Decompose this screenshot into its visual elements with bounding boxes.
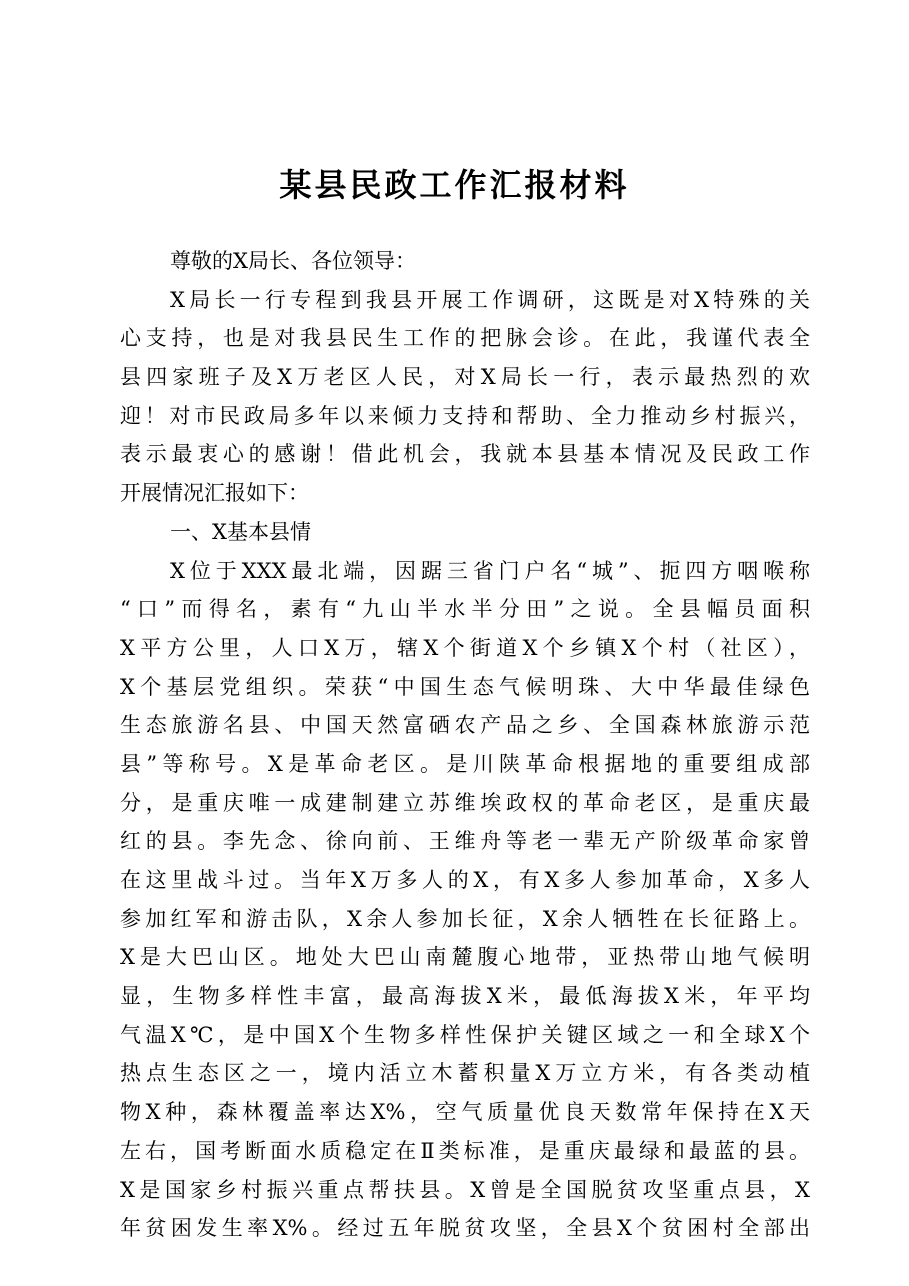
body-text-line: 参加红军和游击队，X余人参加长征，X余人牺牲在长征路上。 [120, 906, 810, 931]
body-text-line: 左右，国考断面水质稳定在Ⅱ类标准，是重庆最绿和最蓝的县。 [120, 1138, 810, 1163]
document-body [120, 242, 810, 1248]
body-text-line: X个基层党组织。荣获“中国生态气候明珠、大中华最佳绿色 [120, 674, 810, 699]
body-text-line: 尊敬的X局长、各位领导： [170, 249, 416, 273]
body-text-line: 表示最衷心的感谢！借此机会，我就本县基本情况及民政工作 [120, 442, 810, 467]
body-text-line: 在这里战斗过。当年X万多人的X，有X多人参加革命，X多人 [120, 868, 810, 892]
body-text-line: X是国家乡村振兴重点帮扶县。X曾是全国脱贫攻坚重点县，X [120, 1177, 810, 1202]
body-text-line: 热点生态区之一，境内活立木蓄积量X万立方米，有各类动植 [120, 1061, 810, 1086]
body-text-line: 心支持，也是对我县民生工作的把脉会诊。在此，我谨代表全 [120, 326, 810, 351]
body-text-line: 物X种，森林覆盖率达X%，空气质量优良天数常年保持在X天 [120, 1100, 810, 1125]
body-text-line: X平方公里，人口X万，辖X个街道X个乡镇X个村（社区）， [120, 635, 810, 660]
body-text-line: X位于XXX最北端，因踞三省门户名“城”、扼四方咽喉称 [170, 558, 810, 583]
body-text-line: X是大巴山区。地处大巴山南麓腹心地带，亚热带山地气候明 [120, 945, 810, 970]
body-text-line: 开展情况汇报如下： [120, 481, 309, 506]
body-text-line: 气温X℃，是中国X个生物多样性保护关键区域之一和全球X个 [120, 1022, 810, 1047]
body-text-line: 显，生物多样性丰富，最高海拔X米，最低海拔X米，年平均 [120, 984, 810, 1009]
body-text-line: 迎！对市民政局多年以来倾力支持和帮助、全力推动乡村振兴， [120, 403, 810, 428]
document-title: 某县民政工作汇报材料 [279, 166, 630, 204]
body-text-line: 县”等称号。X是革命老区。是川陕革命根据地的重要组成部 [120, 751, 810, 776]
body-text-line: 生态旅游名县、中国天然富硒农产品之乡、全国森林旅游示范 [120, 713, 810, 738]
body-text-line: 红的县。李先念、徐向前、王维舟等老一辈无产阶级革命家曾 [120, 829, 810, 854]
body-text-line: 一、X基本县情 [170, 519, 311, 544]
body-text-line: 分，是重庆唯一成建制建立苏维埃政权的革命老区，是重庆最 [120, 790, 810, 815]
body-text-line: 年贫困发生率X%。经过五年脱贫攻坚，全县X个贫困村全部出 [120, 1216, 810, 1241]
body-text-line: “口”而得名，素有“九山半水半分田”之说。全县幅员面积 [120, 597, 810, 622]
body-text-line: X局长一行专程到我县开展工作调研，这既是对X特殊的关 [170, 287, 810, 312]
body-text-line: 县四家班子及X万老区人民，对X局长一行，表示最热烈的欢 [120, 365, 810, 390]
